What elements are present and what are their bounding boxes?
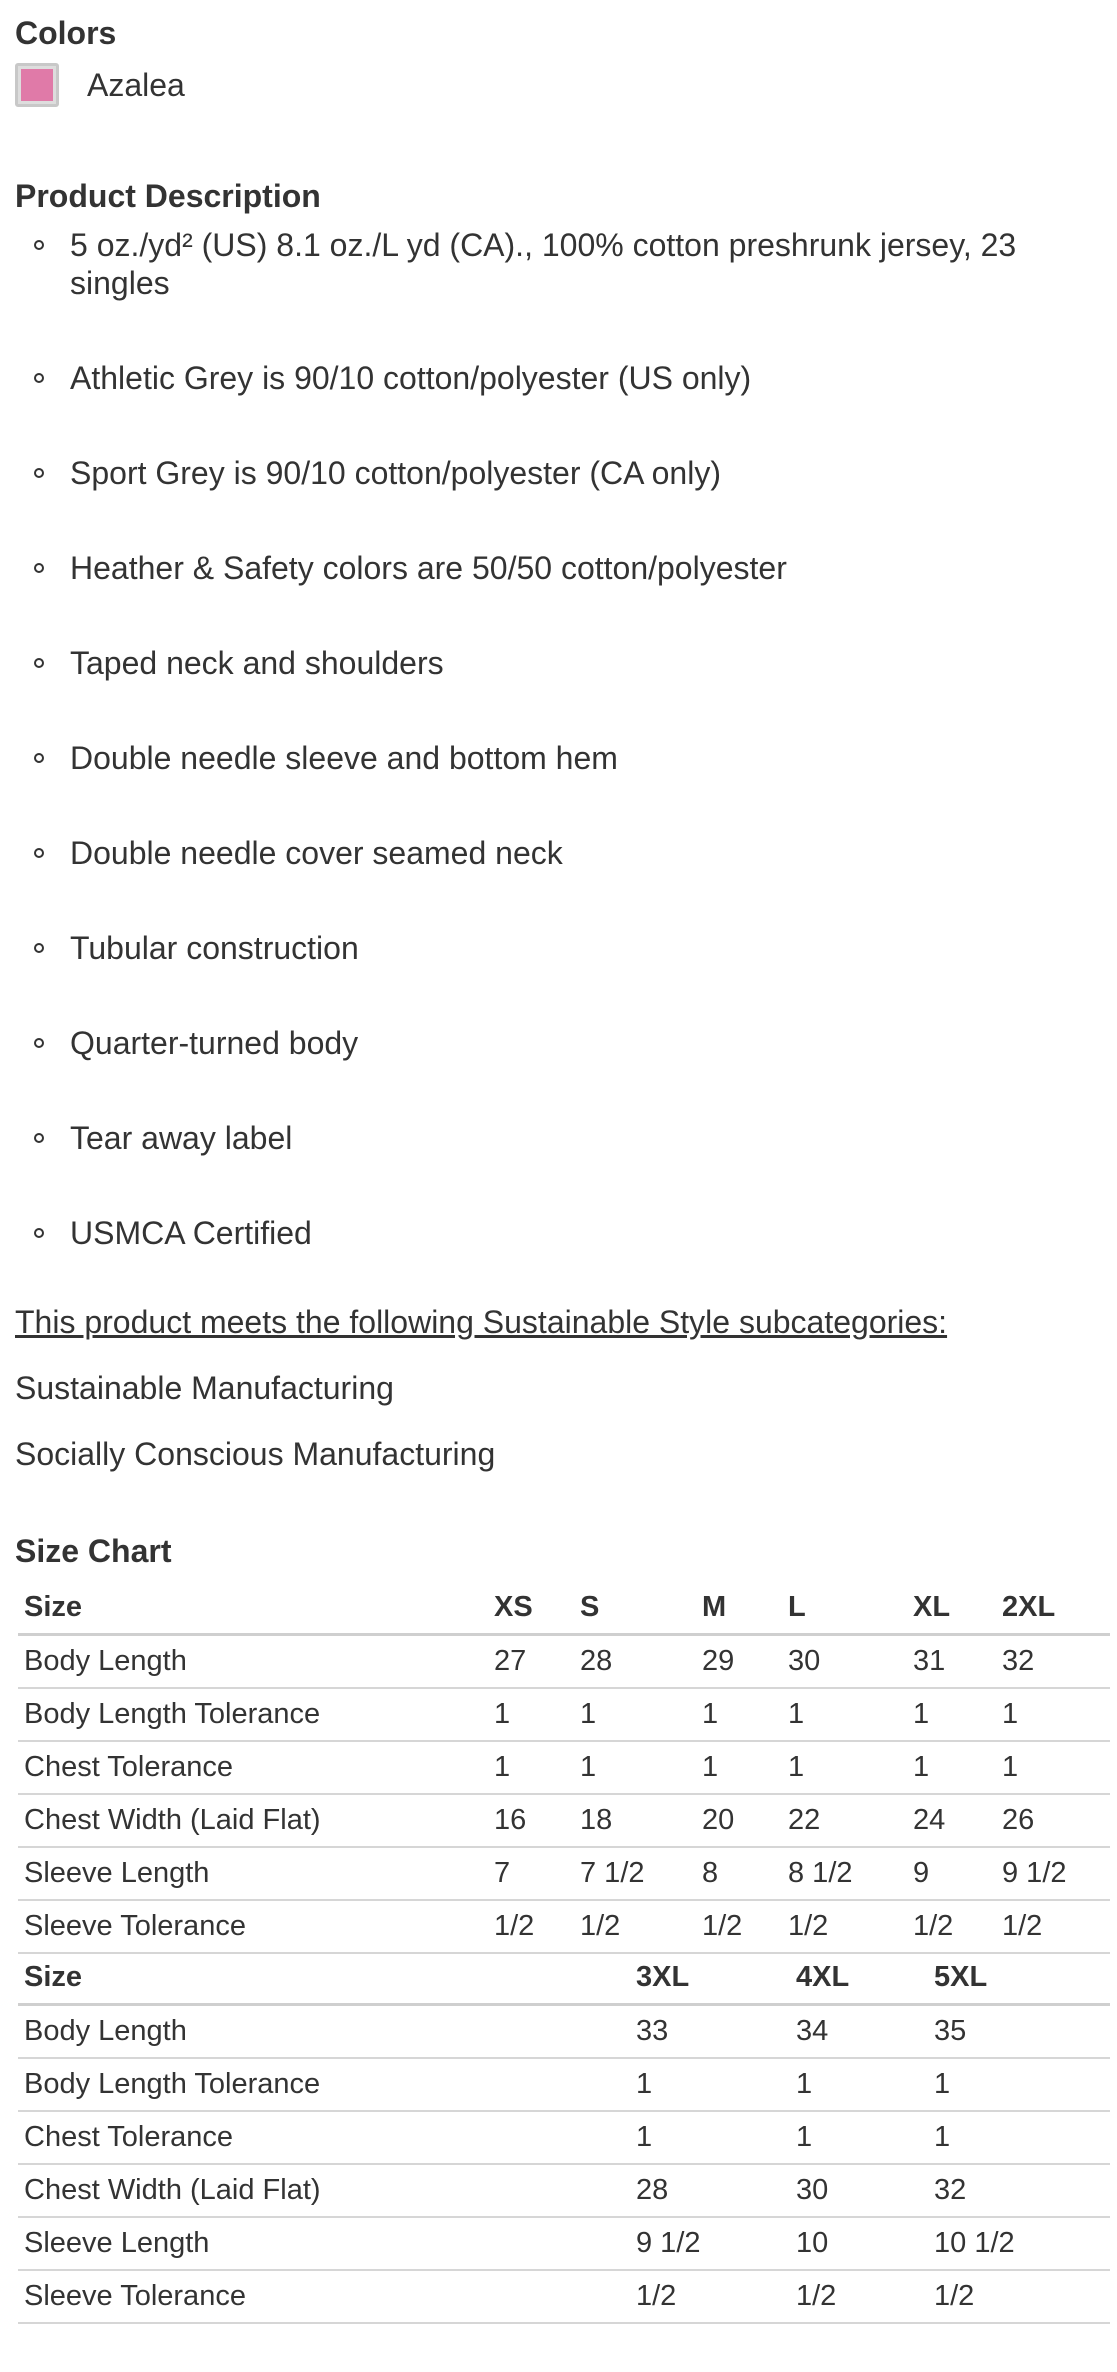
table-cell: 8 1/2 [782, 1847, 907, 1900]
bullet-icon [34, 943, 44, 953]
table-header-row [18, 1952, 1110, 2005]
table-header-row [18, 1582, 1110, 1635]
table-row [18, 1688, 1110, 1741]
table-cell: 1 [488, 1688, 574, 1741]
color-swatch-fill [21, 69, 53, 101]
table-cell: 30 [782, 1635, 907, 1689]
bullet-icon [34, 1038, 44, 1048]
row-label: Sleeve Tolerance [18, 1900, 488, 1953]
row-label: Chest Width (Laid Flat) [18, 1794, 488, 1847]
table-cell: 1 [574, 1688, 696, 1741]
column-header: M [696, 1582, 782, 1635]
feature-list [15, 226, 1085, 1309]
table-cell: 1 [790, 2111, 928, 2164]
column-header: 3XL [630, 1952, 790, 2005]
size-chart-table [18, 1952, 1110, 2324]
feature-text: Quarter-turned body [70, 1025, 359, 1061]
size-chart-heading: Size Chart [15, 1533, 172, 1569]
sustainability-item: Sustainable Manufacturing [15, 1370, 394, 1406]
feature-text: Double needle sleeve and bottom hem [70, 740, 618, 776]
table-cell: 1 [696, 1688, 782, 1741]
table-cell: 28 [630, 2164, 790, 2217]
table-cell: 1 [928, 2058, 1110, 2111]
table-cell: 1/2 [630, 2270, 790, 2323]
column-header: L [782, 1582, 907, 1635]
table-cell: 1 [488, 1741, 574, 1794]
bullet-icon [34, 468, 44, 478]
table-cell: 1 [574, 1741, 696, 1794]
column-header: Size [18, 1582, 488, 1635]
feature-item [15, 226, 1085, 302]
table-cell: 10 [790, 2217, 928, 2270]
row-label: Sleeve Length [18, 2217, 630, 2270]
feature-item [15, 359, 1085, 397]
table-row [18, 1794, 1110, 1847]
feature-item [15, 834, 1085, 872]
feature-text: Heather & Safety colors are 50/50 cotton/polyester [70, 550, 787, 586]
table-cell: 1/2 [782, 1900, 907, 1953]
table-cell: 35 [928, 2005, 1110, 2059]
table-cell: 26 [996, 1794, 1110, 1847]
bullet-icon [34, 240, 44, 250]
table-cell: 10 1/2 [928, 2217, 1110, 2270]
feature-item [15, 454, 1085, 492]
row-label: Body Length [18, 2005, 630, 2059]
feature-text: Athletic Grey is 90/10 cotton/polyester (US only) [70, 360, 752, 396]
column-header: XL [907, 1582, 996, 1635]
table-row [18, 1635, 1110, 1689]
table-cell: 33 [630, 2005, 790, 2059]
table-row [18, 1900, 1110, 1953]
feature-item [15, 1214, 1085, 1252]
table-cell: 29 [696, 1635, 782, 1689]
table-cell: 16 [488, 1794, 574, 1847]
feature-text: Tubular construction [70, 930, 359, 966]
table-cell: 1 [782, 1688, 907, 1741]
feature-text: USMCA Certified [70, 1215, 312, 1251]
color-swatch[interactable] [15, 63, 59, 107]
table-row [18, 1847, 1110, 1900]
table-cell: 1 [630, 2111, 790, 2164]
table-cell: 7 [488, 1847, 574, 1900]
row-label: Body Length [18, 1635, 488, 1689]
table-cell: 9 1/2 [996, 1847, 1110, 1900]
table-cell: 24 [907, 1794, 996, 1847]
table-cell: 28 [574, 1635, 696, 1689]
bullet-icon [34, 658, 44, 668]
column-header: 5XL [928, 1952, 1110, 2005]
feature-item [15, 929, 1085, 967]
row-label: Body Length Tolerance [18, 1688, 488, 1741]
table-cell: 22 [782, 1794, 907, 1847]
table-row [18, 2058, 1110, 2111]
row-label: Chest Tolerance [18, 2111, 630, 2164]
table-cell: 32 [928, 2164, 1110, 2217]
column-header: XS [488, 1582, 574, 1635]
column-header: 2XL [996, 1582, 1110, 1635]
table-cell: 1 [996, 1741, 1110, 1794]
table-row [18, 2164, 1110, 2217]
bullet-icon [34, 1228, 44, 1238]
color-name: Azalea [87, 66, 185, 103]
table-cell: 1 [996, 1688, 1110, 1741]
row-label: Sleeve Tolerance [18, 2270, 630, 2323]
table-cell: 1 [907, 1741, 996, 1794]
sustainability-heading: This product meets the following Sustainable Style subcategories: [15, 1304, 948, 1340]
column-header: 4XL [790, 1952, 928, 2005]
table-cell: 20 [696, 1794, 782, 1847]
table-cell: 1 [630, 2058, 790, 2111]
feature-text: 5 oz./yd² (US) 8.1 oz./L yd (CA)., 100% cotton preshrunk jersey, 23 singles [70, 227, 1017, 301]
feature-text: Sport Grey is 90/10 cotton/polyester (CA only) [70, 455, 721, 491]
row-label: Chest Width (Laid Flat) [18, 2164, 630, 2217]
table-row [18, 2111, 1110, 2164]
column-header: S [574, 1582, 696, 1635]
table-cell: 1/2 [574, 1900, 696, 1953]
feature-item [15, 644, 1085, 682]
feature-item [15, 1119, 1085, 1157]
table-cell: 1/2 [790, 2270, 928, 2323]
feature-text: Taped neck and shoulders [70, 645, 444, 681]
table-cell: 27 [488, 1635, 574, 1689]
row-label: Body Length Tolerance [18, 2058, 630, 2111]
table-cell: 1 [907, 1688, 996, 1741]
table-row [18, 2005, 1110, 2059]
table-cell: 31 [907, 1635, 996, 1689]
table-cell: 1/2 [907, 1900, 996, 1953]
table-cell: 18 [574, 1794, 696, 1847]
table-cell: 1 [782, 1741, 907, 1794]
table-row [18, 1741, 1110, 1794]
feature-item [15, 549, 1085, 587]
table-cell: 30 [790, 2164, 928, 2217]
bullet-icon [34, 848, 44, 858]
sustainability-item: Socially Conscious Manufacturing [15, 1436, 496, 1472]
product-description-heading: Product Description [15, 178, 321, 214]
table-cell: 1/2 [696, 1900, 782, 1953]
bullet-icon [34, 373, 44, 383]
table-cell: 1 [790, 2058, 928, 2111]
table-cell: 9 1/2 [630, 2217, 790, 2270]
table-cell: 1/2 [928, 2270, 1110, 2323]
bullet-icon [34, 753, 44, 763]
table-cell: 1/2 [488, 1900, 574, 1953]
table-cell: 34 [790, 2005, 928, 2059]
table-cell: 7 1/2 [574, 1847, 696, 1900]
colors-heading: Colors [15, 15, 117, 51]
table-row [18, 2217, 1110, 2270]
table-cell: 1 [696, 1741, 782, 1794]
bullet-icon [34, 1133, 44, 1143]
table-cell: 8 [696, 1847, 782, 1900]
column-header: Size [18, 1952, 630, 2005]
feature-item [15, 739, 1085, 777]
row-label: Chest Tolerance [18, 1741, 488, 1794]
table-cell: 1/2 [996, 1900, 1110, 1953]
table-cell: 9 [907, 1847, 996, 1900]
table-cell: 1 [928, 2111, 1110, 2164]
feature-item [15, 1024, 1085, 1062]
feature-text: Double needle cover seamed neck [70, 835, 563, 871]
feature-text: Tear away label [70, 1120, 293, 1156]
row-label: Sleeve Length [18, 1847, 488, 1900]
bullet-icon [34, 563, 44, 573]
color-option-azalea[interactable] [15, 63, 185, 107]
size-chart-table [18, 1582, 1110, 1954]
table-cell: 32 [996, 1635, 1110, 1689]
table-row [18, 2270, 1110, 2323]
